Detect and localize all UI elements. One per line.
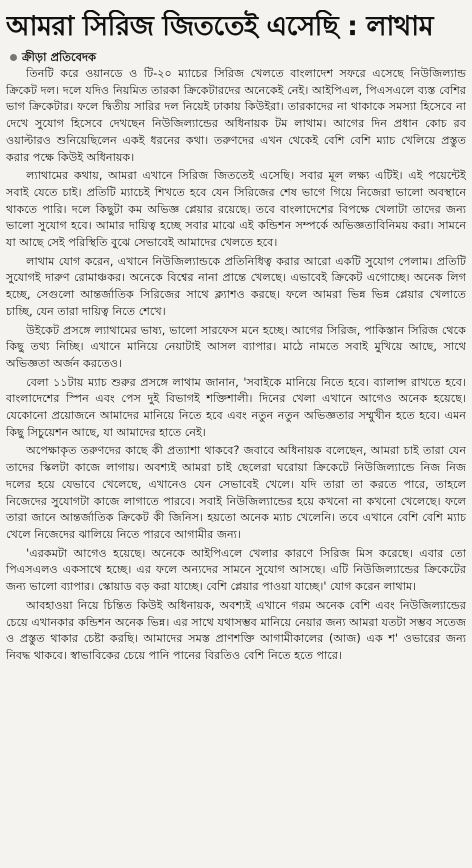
headline: আমরা সিরিজ জিততেই এসেছি : লাথাম: [6, 11, 434, 42]
paragraph: বেলা ১১টায় ম্যাচ শুরুর প্রসঙ্গে লাথাম জানান, 'সবাইকে মানিয়ে নিতে হবে। ব্যালান্স রাখতে হবে। বাংলাদেশের স্পিন এবং পেস দুই বিভাগই শক্তিশালী। দিনের খেলা এখানে আগেও অনেক হয়েছে। যেকোনো প্রয়োজনে আমাদের মানিয়ে নিতে হবে এবং নতুন নতুন অভিজ্ঞতার সম্মুখীন হতে হবে। এমন কিছু সিচুয়েশন আছে, যা আমাদের হাতে নেই।: [6, 375, 466, 439]
paragraph: অপেক্ষাকৃত তরুণদের কাছে কী প্রত্যাশা থাকবে? জবাবে অধিনায়ক বলেছেন, আমরা চাই তারা যেন তাদের স্কিলটা কাজে লাগায়। অবশ্যই আমরা চাই ছেলেরা ঘরোয়া ক্রিকেটে নিউজিল্যান্ডে নিজ নিজ দলের হয়ে যেভাবে খেলেছে, এখানেও যেন সেভাবেই খেলে। যদি তারা তা করতে পারে, তাহলে নিজেদের সুযোগটা কাজে লাগাতে পারবে। সবাই নিউজিল্যান্ডের হয়ে কখনো না কখনো খেলেছে। ফলে তারা জানে আন্তর্জাতিক ক্রিকেট কী জিনিস। হয়তো অনেক ম্যাচ খেলেনি। তবে এখানে বেশি বেশি ম্যাচ খেলে নিজেদের ঝালিয়ে নিতে পারবে আগামীর জন্য।: [6, 444, 466, 541]
bullet-icon: [10, 54, 17, 61]
byline-row: [10, 50, 466, 65]
paragraph: আবহাওয়া নিয়ে চিন্তিত কিউই অধিনায়ক, অবশ্যই এখানে গরম অনেক বেশি এবং নিউজিল্যান্ডের চেয়ে এখানকার কন্ডিশন অনেক ভিন্ন। এর সাথে যথাসম্ভব মানিয়ে নেয়ার জন্য আমরা যতটা সম্ভব সতেজ ও প্রস্তুত থাকার চেষ্টা করছি। আমাদের সমস্ত প্রাণশক্তি আগামীকালের (আজ) এক শ' ওভারের জন্য নিবদ্ধ থাকবে। স্বাভাবিকের চেয়ে পানি পানের বিরতিও বেশি নিতে হতে পারে।: [6, 598, 466, 662]
byline: ক্রীড়া প্রতিবেদক: [22, 50, 97, 64]
paragraph: লাথাম যোগ করেন, এখানে নিউজিল্যান্ডকে প্রতিনিধিত্ব করার আরো একটি সুযোগ পেলাম। প্রতিটি সুযোগই দারুণ রোমাঞ্চকর। অনেকে বিশ্বের নানা প্রান্তে খেলছে। এভাবেই ক্রিকেট এগোচ্ছে। অনেক লিগ হচ্ছে, সেগুলো আন্তর্জাতিক সিরিজের সাথে ক্ল্যাশও করছে। ফলে আমরা ভিন্ন ভিন্ন প্লেয়ার খেলাতে চাচ্ছি, যেন তারা দায়িত্ব নিতে শেখে।: [6, 254, 466, 318]
paragraph: 'এরকমটা আগেও হয়েছে। অনেকে আইপিএলে খেলার কারণে সিরিজ মিস করেছে। এবার তো পিএসএলও একসাথে হচ্ছে। এর ফলে অন্যদের সামনে সুযোগ আসছে। এটি নিউজিল্যান্ডের ক্রিকেটের জন্য ভালো ব্যাপার। স্কোয়াড বড় করা যাচ্ছে। বেশি প্লেয়ার পাওয়া যাচ্ছে।' যোগ করেন লাথাম।: [6, 546, 466, 594]
paragraph: তিনটি করে ওয়ানডে ও টি-২০ ম্যাচের সিরিজ খেলতে বাংলাদেশ সফরে এসেছে নিউজিল্যান্ড ক্রিকেট দল। দলে যদিও নিয়মিত তারকা ক্রিকেটারদের অনেকেই নেই। আইপিএল, পিএসএলে ব্যস্ত বেশির ভাগ ক্রিকেটার। ফলে দ্বিতীয় সারির দল নিয়েই ঢাকায় কিউইরা। তারকাদের না থাকাকে সমস্যা হিসেবে না দেখে সুযোগ হিসেবে দেখছেন নিউজিল্যান্ডের অধিনায়ক টম লাথাম। আগের দিন প্রধান কোচ রব ওয়াল্টারও শুনিয়েছিলেন একই ধরনের কথা। তরুণদের এখন থেকেই বেশি বেশি ম্যাচ খেলিয়ে প্রস্তুত করার পক্ষে কিউই অধিনায়ক।: [6, 67, 466, 164]
paragraph: উইকেট প্রসঙ্গে ল্যাথামের ভাষ্য, ভালো সারফেস মনে হচ্ছে। আগের সিরিজ, পাকিস্তান সিরিজ থেকে কিছু তথ্য নিচ্ছি। এখানে মানিয়ে নেয়াটাই আসল ব্যাপার। মাঠে নামতে সবাই মুখিয়ে আছে, সাথে অভিজ্ঞতা অর্জন করতেও।: [6, 323, 466, 370]
paragraph: ল্যাথামের কথায়, আমরা এখানে সিরিজ জিততেই এসেছি। সবার মূল লক্ষ্য এটিই। এই পয়েন্টেই সবাই যেতে চাই। প্রতিটি ম্যাচেই শিখতে হবে যেন সিরিজের শেষ ভাগে গিয়ে নিজেরা ভালো অবস্থানে থাকতে পারি। দলে কিছুটা কম অভিজ্ঞ প্লেয়ার রয়েছে। তবে বাংলাদেশের বিপক্ষে খেলাটা তাদের জন্য ভালো সুযোগ হবে। আমার দায়িত্ব হচ্ছে সবার মাঝে এই কন্ডিশন সম্পর্কে অভিজ্ঞতাবিনিময় করা। সামনে যা আছে সেই পরিস্থিতি বুঝে সেভাবেই আমাদের খেলতে হবে।: [6, 169, 466, 250]
article-body: [6, 66, 466, 665]
